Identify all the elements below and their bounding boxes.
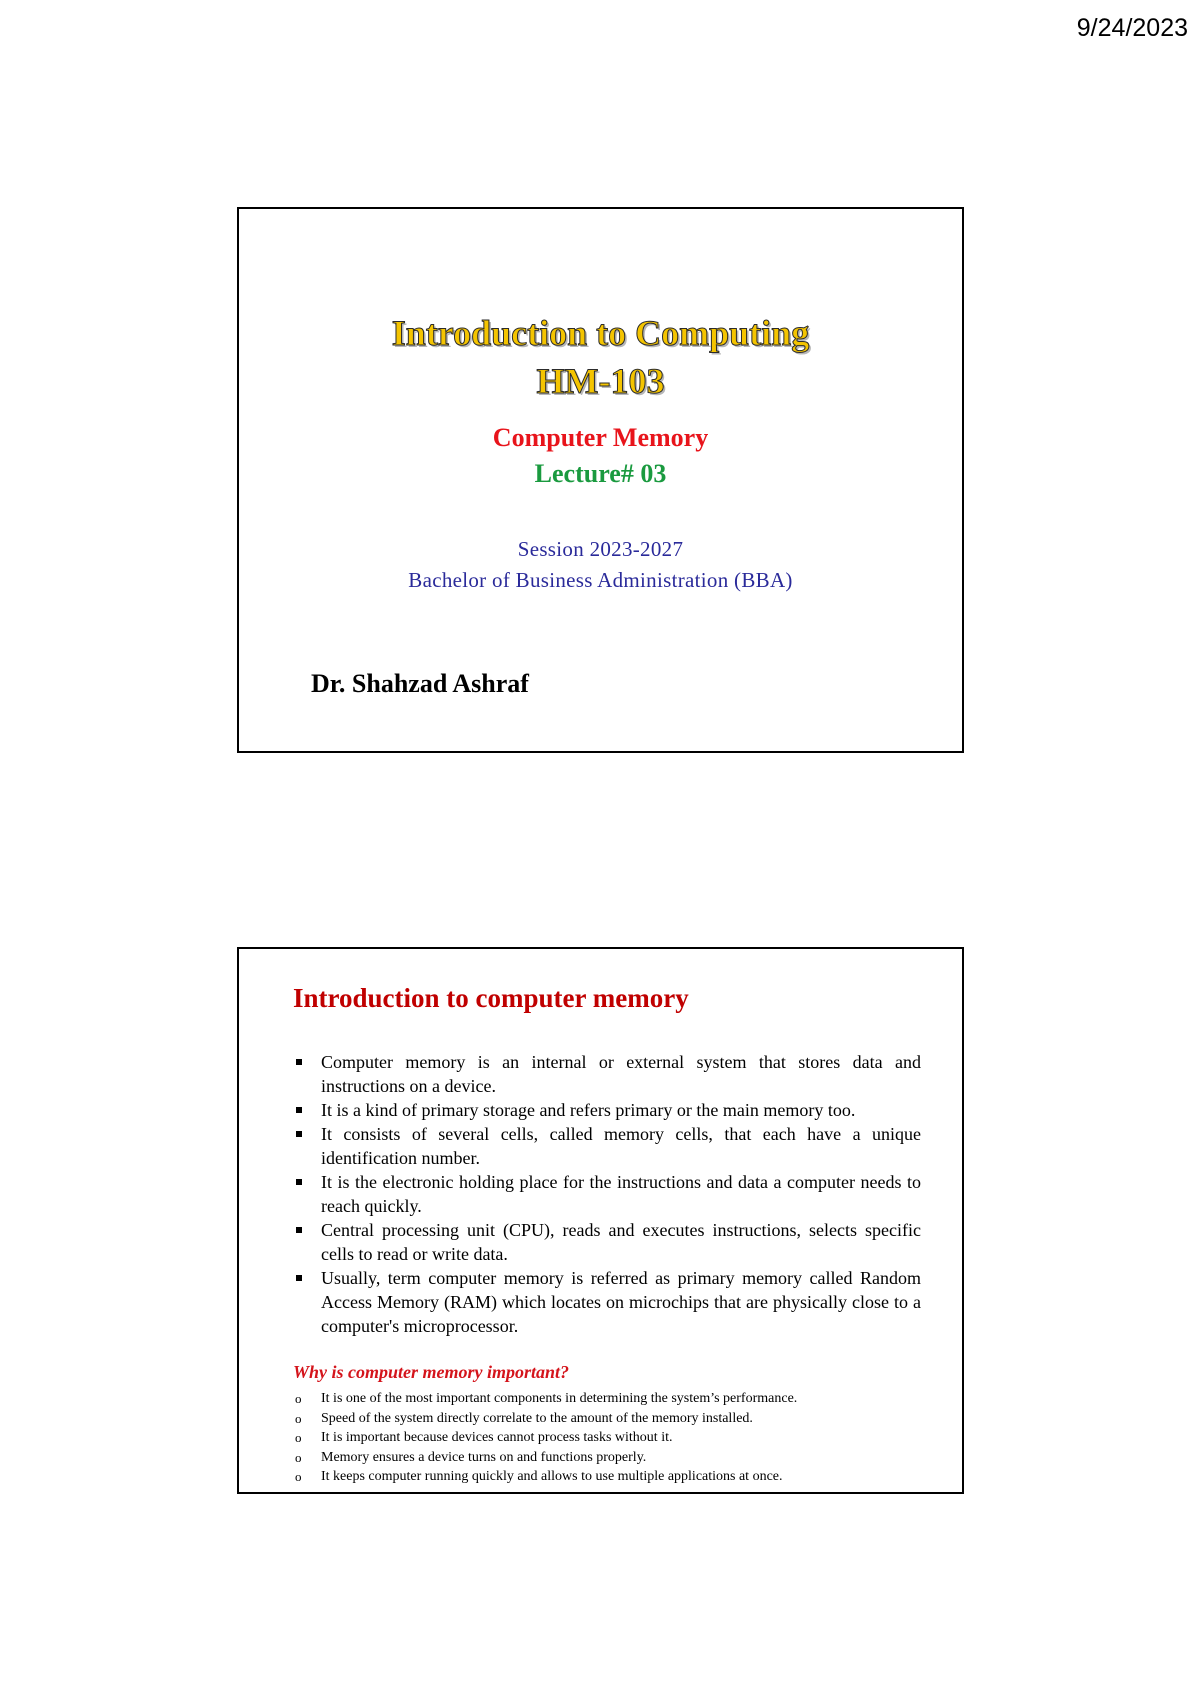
- list-item-text: Usually, term computer memory is referred as primary memory called Random Access Memory (RAM) which locates on microchips that are physically close to a computer's microprocessor.: [321, 1268, 921, 1336]
- square-bullet-icon: [296, 1227, 302, 1233]
- program-label: Bachelor of Business Administration (BBA): [408, 568, 793, 592]
- circle-bullet-icon: o: [295, 1410, 302, 1426]
- lecture-number: Lecture# 03: [534, 459, 667, 488]
- content-slide: [237, 947, 964, 1494]
- list-item: [293, 1170, 921, 1218]
- list-item: [293, 1098, 921, 1122]
- circle-bullet-icon: o: [295, 1469, 302, 1484]
- reasons-list: [293, 1389, 921, 1487]
- author-name: Dr. Shahzad Ashraf: [311, 669, 529, 698]
- list-item-text: It consists of several cells, called memory cells, that each have a unique identification number.: [321, 1124, 921, 1168]
- slide-heading: Introduction to computer memory: [293, 983, 689, 1013]
- bullet-list: [293, 1050, 921, 1338]
- title-slide: [237, 207, 964, 753]
- list-item-text: It is the electronic holding place for the instructions and data a computer needs to reach quickly.: [321, 1172, 921, 1216]
- list-item: [293, 1448, 921, 1468]
- list-item-text: Speed of the system directly correlate to the amount of the memory installed.: [321, 1410, 753, 1426]
- list-item-text: It keeps computer running quickly and allows to use multiple applications at once.: [321, 1469, 783, 1484]
- page-date: 9/24/2023: [1076, 14, 1188, 42]
- circle-bullet-icon: o: [295, 1430, 302, 1445]
- circle-bullet-icon: o: [295, 1449, 302, 1465]
- list-item: [293, 1467, 921, 1487]
- list-item-text: It is one of the most important components in determining the system’s performance.: [321, 1391, 798, 1406]
- list-item: [293, 1218, 921, 1266]
- list-item: [293, 1266, 921, 1338]
- square-bullet-icon: [296, 1131, 302, 1137]
- lecture-topic: Computer Memory: [492, 423, 709, 452]
- list-item-text: Memory ensures a device turns on and functions properly.: [321, 1449, 647, 1465]
- session-label: Session 2023-2027: [517, 537, 684, 561]
- course-title: Introduction to Computing: [391, 313, 810, 353]
- square-bullet-icon: [296, 1179, 302, 1185]
- square-bullet-icon: [296, 1107, 302, 1113]
- course-code: HM-103: [536, 361, 665, 401]
- list-item: [293, 1428, 921, 1448]
- square-bullet-icon: [296, 1275, 302, 1281]
- square-bullet-icon: [296, 1059, 302, 1065]
- circle-bullet-icon: o: [295, 1391, 302, 1406]
- list-item-text: Central processing unit (CPU), reads and executes instructions, selects specific cells to read or write data.: [321, 1220, 921, 1264]
- list-item-text: Computer memory is an internal or external system that stores data and instructions on a device.: [321, 1052, 921, 1096]
- list-item-text: It is important because devices cannot process tasks without it.: [321, 1430, 673, 1445]
- list-item: [293, 1050, 921, 1098]
- list-item: [293, 1122, 921, 1170]
- section-subheading: Why is computer memory important?: [293, 1362, 570, 1382]
- list-item: [293, 1409, 921, 1429]
- list-item-text: It is a kind of primary storage and refers primary or the main memory too.: [321, 1100, 856, 1120]
- list-item: [293, 1389, 921, 1409]
